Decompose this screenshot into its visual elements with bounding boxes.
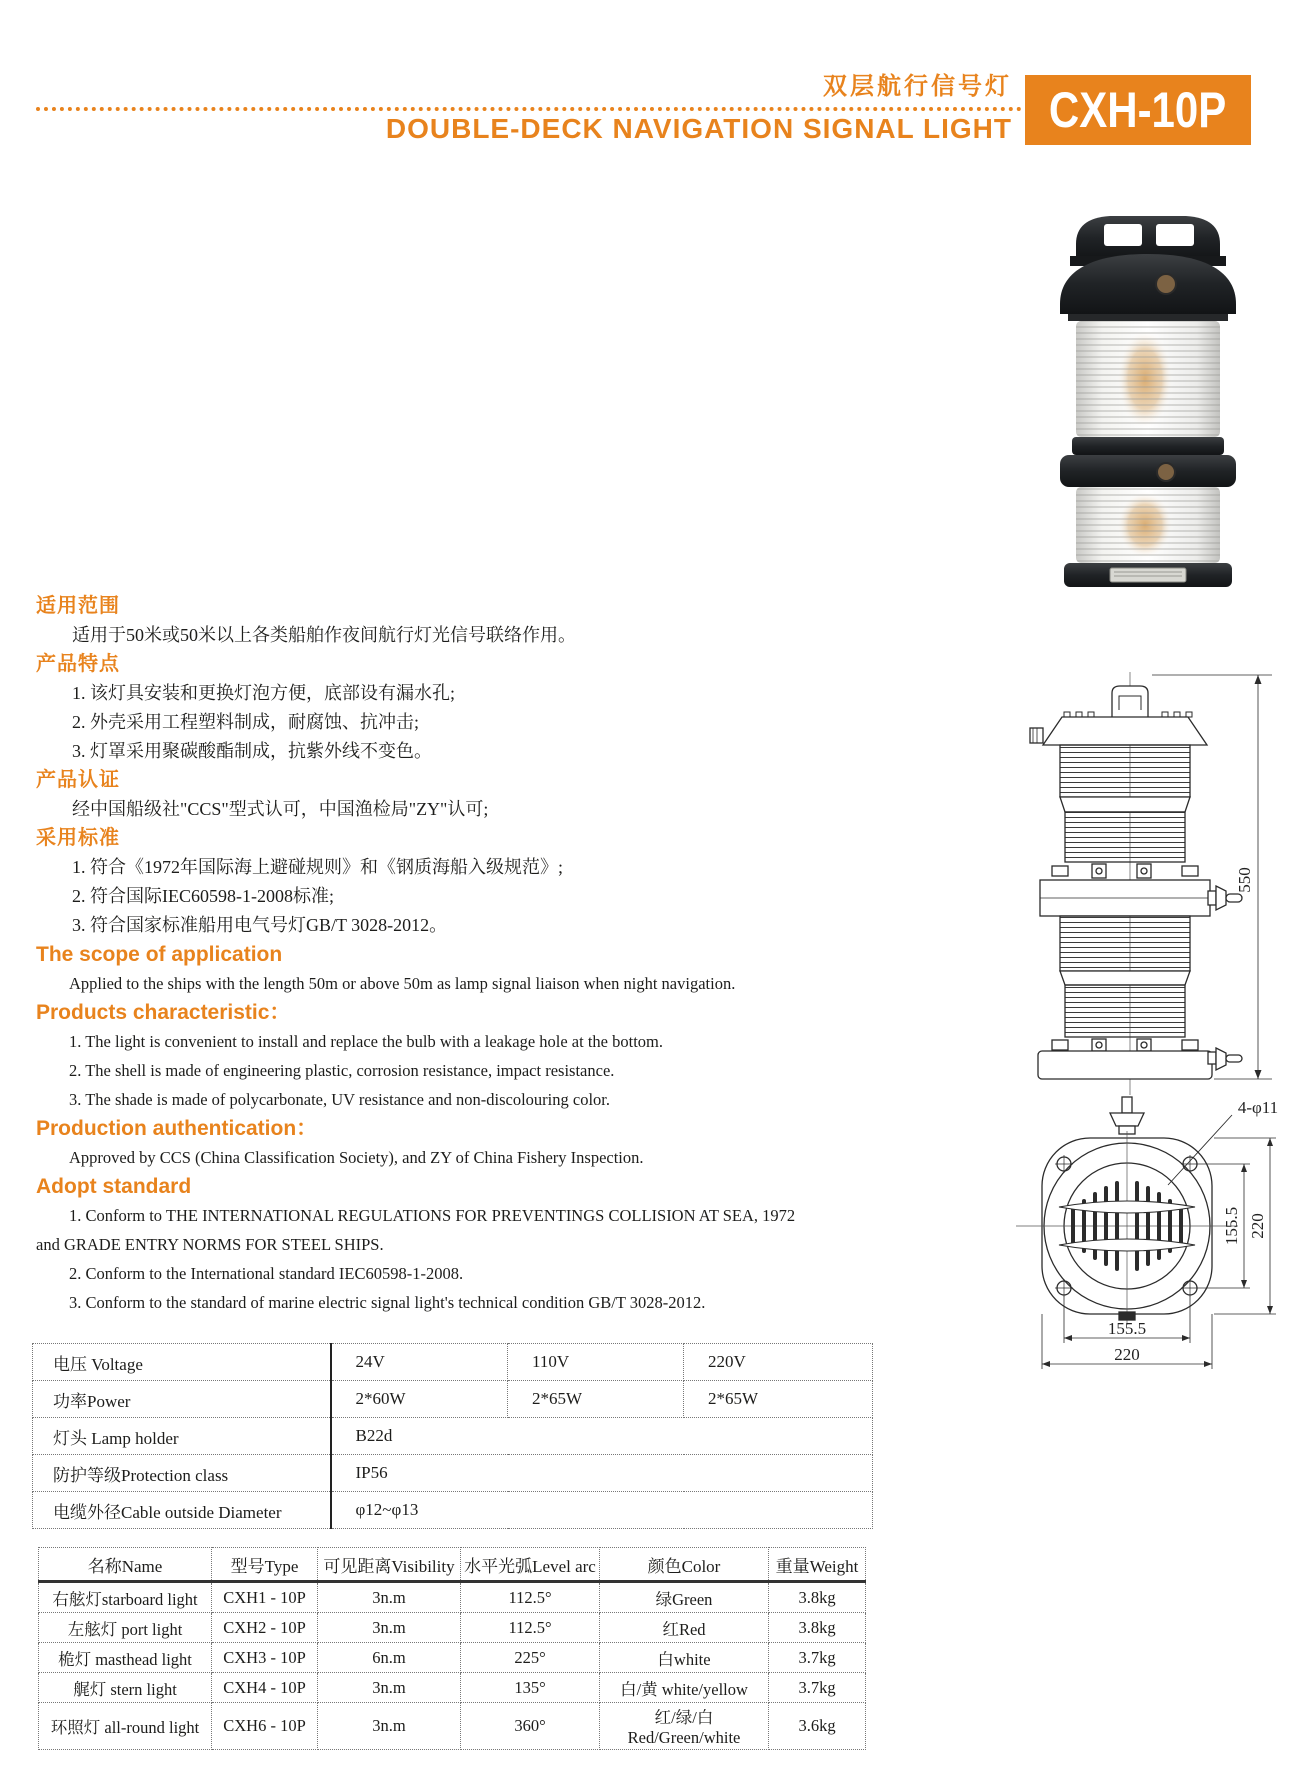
- model-badge: [1025, 75, 1251, 145]
- section-application-zh: [36, 592, 812, 650]
- cell: 3.8kg: [769, 1582, 866, 1613]
- cell: 桅灯 masthead light: [39, 1643, 212, 1673]
- cell: 135°: [461, 1673, 600, 1703]
- dimension-label-outer-h: 220: [1114, 1345, 1140, 1364]
- model-badge-label: CXH-10P: [1049, 82, 1227, 138]
- lamp-handle: [1076, 216, 1220, 260]
- cell: 112.5°: [461, 1613, 600, 1643]
- column-header: 重量Weight: [769, 1548, 866, 1582]
- section-heading: 适用范围: [36, 595, 120, 617]
- lamp-base: [1064, 563, 1232, 587]
- table-header-row: [39, 1548, 866, 1582]
- spec-label: 灯头 Lamp holder: [33, 1418, 331, 1455]
- section-standard-en: [36, 1172, 812, 1317]
- cell: 红Red: [600, 1613, 769, 1643]
- spec-label: 电缆外径Cable outside Diameter: [33, 1492, 331, 1529]
- cell: 白/黄 white/yellow: [600, 1673, 769, 1703]
- table-row: [39, 1703, 866, 1750]
- product-photo: [1048, 192, 1248, 590]
- cell: 绿Green: [600, 1582, 769, 1613]
- section-heading: Production authentication：: [36, 1117, 318, 1140]
- table-row: [39, 1673, 866, 1703]
- column-header: 型号Type: [212, 1548, 318, 1582]
- table-row: [39, 1643, 866, 1673]
- cell: 3n.m: [318, 1582, 461, 1613]
- section-paragraph: 2. 外壳采用工程塑料制成，耐腐蚀、抗冲击;: [72, 712, 419, 732]
- table-row: [33, 1455, 873, 1492]
- section-paragraph: Applied to the ships with the length 50m or above 50m as lamp signal liaison when night navigation.: [69, 974, 736, 993]
- table-row: [33, 1418, 873, 1455]
- page-title-chinese: 双层航行信号灯: [823, 73, 1012, 100]
- spec-table: [32, 1343, 873, 1529]
- spec-value: B22d: [331, 1418, 873, 1455]
- lamp-top-cap: [1060, 254, 1236, 321]
- column-header: 名称Name: [39, 1548, 212, 1582]
- cell: 白white: [600, 1643, 769, 1673]
- cell: 3.8kg: [769, 1613, 866, 1643]
- section-standards-zh: [36, 824, 812, 940]
- table-row: [33, 1381, 873, 1418]
- dimension-label-inner-h: 155.5: [1107, 1319, 1147, 1338]
- cell: 3n.m: [318, 1703, 461, 1750]
- section-paragraph: 3. 灯罩采用聚碳酸酯制成，抗紫外线不变色。: [72, 741, 432, 761]
- spec-value: 24V: [331, 1344, 508, 1381]
- lamp-lower-lens: [1076, 487, 1220, 563]
- section-characteristic-en: [36, 998, 812, 1114]
- section-paragraph: 1. 符合《1972年国际海上避碰规则》和《钢质海船入级规范》;: [72, 857, 563, 877]
- column-header: 可见距离Visibility: [318, 1548, 461, 1582]
- cell: 225°: [461, 1643, 600, 1673]
- section-paragraph: 1. 该灯具安装和更换灯泡方便，底部设有漏水孔;: [72, 683, 455, 703]
- section-heading: 产品认证: [36, 769, 120, 791]
- cell: CXH3 - 10P: [212, 1643, 318, 1673]
- section-paragraph: 2. 符合国际IEC60598-1-2008标准;: [72, 886, 334, 906]
- table-row: [33, 1492, 873, 1529]
- bottom-view-drawing: [1000, 1093, 1298, 1393]
- cell: 红/绿/白 Red/Green/white: [600, 1703, 769, 1750]
- cell: 3.7kg: [769, 1673, 866, 1703]
- header-dotted-rule: [36, 107, 1022, 111]
- section-paragraph: 经中国船级社"CCS"型式认可，中国渔检局"ZY"认可;: [72, 799, 489, 819]
- section-scope-en: [36, 940, 812, 998]
- section-paragraph: 3. 符合国家标准船用电气号灯GB/T 3028-2012。: [72, 915, 448, 935]
- cell: CXH2 - 10P: [212, 1613, 318, 1643]
- cell: CXH6 - 10P: [212, 1703, 318, 1750]
- spec-value: 220V: [684, 1344, 873, 1381]
- cell: 3.6kg: [769, 1703, 866, 1750]
- cell: 环照灯 all-round light: [39, 1703, 212, 1750]
- spec-value: 2*65W: [508, 1381, 684, 1418]
- section-paragraph: 1. The light is convenient to install and replace the bulb with a leakage hole at the bottom.: [69, 1032, 663, 1051]
- page-title-english: DOUBLE-DECK NAVIGATION SIGNAL LIGHT: [385, 113, 1012, 144]
- section-heading: Products characteristic：: [36, 1001, 291, 1024]
- dimension-label-outer-v: 220: [1248, 1213, 1267, 1239]
- cell: 左舷灯 port light: [39, 1613, 212, 1643]
- cell: 艉灯 stern light: [39, 1673, 212, 1703]
- spec-value: φ12~φ13: [331, 1492, 873, 1529]
- dimension-label-holes: 4-φ11: [1237, 1098, 1279, 1117]
- content-sections: [36, 592, 812, 1317]
- section-paragraph: 1. Conform to THE INTERNATIONAL REGULATIONS FOR PREVENTINGS COLLISION AT SEA, 1972 and GRADE ENTRY NORMS FOR STEEL SHIPS.: [36, 1206, 796, 1254]
- spec-label: 防护等级Protection class: [33, 1455, 331, 1492]
- spec-label: 功率Power: [33, 1381, 331, 1418]
- spec-label: 电压 Voltage: [33, 1344, 331, 1381]
- section-paragraph: 2. Conform to the International standard IEC60598-1-2008.: [69, 1264, 464, 1283]
- cell: CXH1 - 10P: [212, 1582, 318, 1613]
- section-heading: 产品特点: [36, 653, 120, 675]
- spec-value: IP56: [331, 1455, 873, 1492]
- lamp-middle-coupling: [1060, 437, 1236, 487]
- section-paragraph: 3. The shade is made of polycarbonate, UV resistance and non-discolouring color.: [69, 1090, 610, 1109]
- column-header: 颜色Color: [600, 1548, 769, 1582]
- spec-value: 110V: [508, 1344, 684, 1381]
- cell: 3n.m: [318, 1673, 461, 1703]
- table-row: [33, 1344, 873, 1381]
- column-header: 水平光弧Level arc: [461, 1548, 600, 1582]
- section-heading: The scope of application: [36, 943, 283, 966]
- cell: 3n.m: [318, 1613, 461, 1643]
- cell: CXH4 - 10P: [212, 1673, 318, 1703]
- section-paragraph: 3. Conform to the standard of marine electric signal light's technical condition GB/T 3028-2012.: [69, 1293, 706, 1312]
- lamp-upper-lens: [1076, 321, 1220, 437]
- side-view-drawing: [1000, 660, 1298, 1105]
- table-row: [39, 1613, 866, 1643]
- cell: 右舷灯starboard light: [39, 1582, 212, 1613]
- cell: 112.5°: [461, 1582, 600, 1613]
- spec-value: 2*65W: [684, 1381, 873, 1418]
- table-row: [39, 1582, 866, 1613]
- section-certification-zh: [36, 766, 812, 824]
- cell: 6n.m: [318, 1643, 461, 1673]
- model-table: [38, 1547, 866, 1750]
- spec-value: 2*60W: [331, 1381, 508, 1418]
- section-authentication-en: [36, 1114, 812, 1172]
- cell: 3.7kg: [769, 1643, 866, 1673]
- section-paragraph: 适用于50米或50米以上各类船舶作夜间航行灯光信号联络作用。: [72, 625, 576, 645]
- section-features-zh: [36, 650, 812, 766]
- section-heading: Adopt standard: [36, 1175, 192, 1198]
- dimension-label-height: 550: [1235, 867, 1254, 893]
- dimension-label-inner-v: 155.5: [1222, 1206, 1241, 1246]
- section-paragraph: 2. The shell is made of engineering plastic, corrosion resistance, impact resistance.: [69, 1061, 615, 1080]
- cell: 360°: [461, 1703, 600, 1750]
- section-paragraph: Approved by CCS (China Classification Society), and ZY of China Fishery Inspection.: [69, 1148, 644, 1167]
- section-heading: 采用标准: [36, 827, 120, 849]
